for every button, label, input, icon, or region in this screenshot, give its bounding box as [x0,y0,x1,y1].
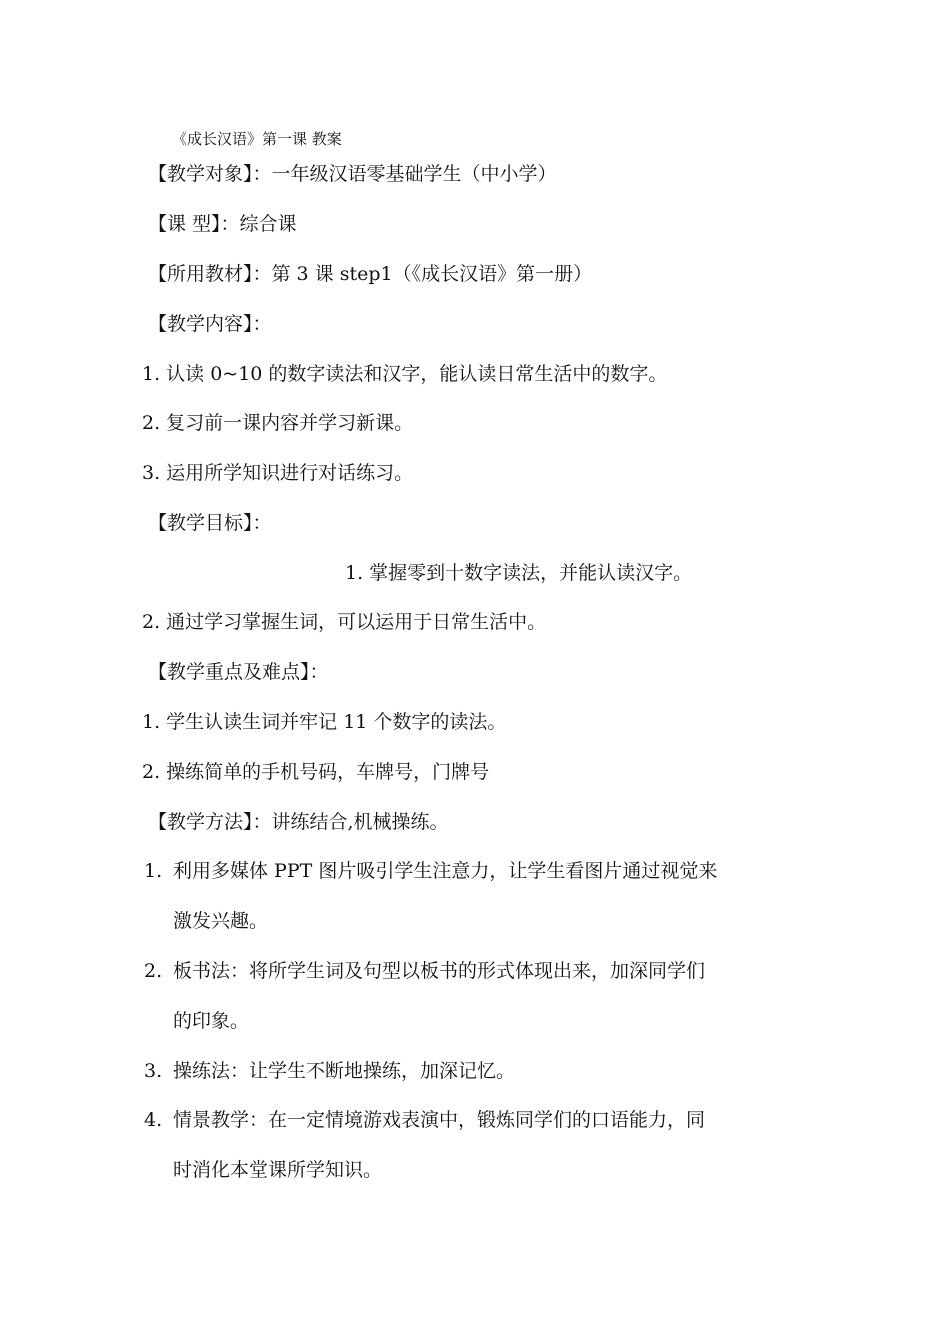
method-item-text: 操练法：让学生不断地操练，加深记忆。 [173,1060,516,1082]
goals-item: 2. 通过学习掌握生词，可以运用于日常生活中。 [142,611,547,633]
method-item-number: 4. [144,1109,163,1131]
doc-title: 《成长汉语》第一课 教案 [172,130,342,148]
method-heading: 【教学方法】：讲练结合,机械操练。 [148,811,449,833]
textbook: 【所用教材】：第 3 课 step1（《成长汉语》第一册） [148,263,593,285]
method-item-number: 2. [144,960,163,982]
content-heading: 【教学内容】： [148,313,272,335]
content-item: 2. 复习前一课内容并学习新课。 [142,412,414,434]
method-item-text: 板书法：将所学生词及句型以板书的形式体现出来，加深同学们 [173,960,706,982]
goals-heading: 【教学目标】： [148,512,272,534]
method-item-text: 情景教学：在一定情境游戏表演中，锻炼同学们的口语能力，同 [173,1109,706,1131]
method-item-continuation: 激发兴趣。 [173,910,269,932]
content-item: 1. 认读 0~10 的数字读法和汉字，能认读日常生活中的数字。 [142,363,668,385]
method-item [144,1106,705,1134]
method-item-text: 利用多媒体 PPT 图片吸引学生注意力，让学生看图片通过视觉来 [173,860,718,882]
method-item [144,957,705,985]
lesson-type: 【课 型】：综合课 [148,213,297,235]
key-point-item: 2. 操练简单的手机号码，车牌号，门牌号 [142,761,490,783]
method-item [144,857,717,885]
method-item-number: 1. [144,860,163,882]
key-point-item: 1. 学生认读生词并牢记 11 个数字的读法。 [142,711,507,733]
method-item-continuation: 时消化本堂课所学知识。 [173,1159,383,1181]
goals-item: 1. 掌握零到十数字读法，并能认读汉字。 [345,562,693,584]
content-item: 3. 运用所学知识进行对话练习。 [142,462,414,484]
method-item-number: 3. [144,1060,163,1082]
method-item [144,1057,515,1085]
method-item-continuation: 的印象。 [173,1010,250,1032]
teaching-target: 【教学对象】：一年级汉语零基础学生（中小学） [148,163,557,185]
key-points-heading: 【教学重点及难点】： [148,661,329,683]
